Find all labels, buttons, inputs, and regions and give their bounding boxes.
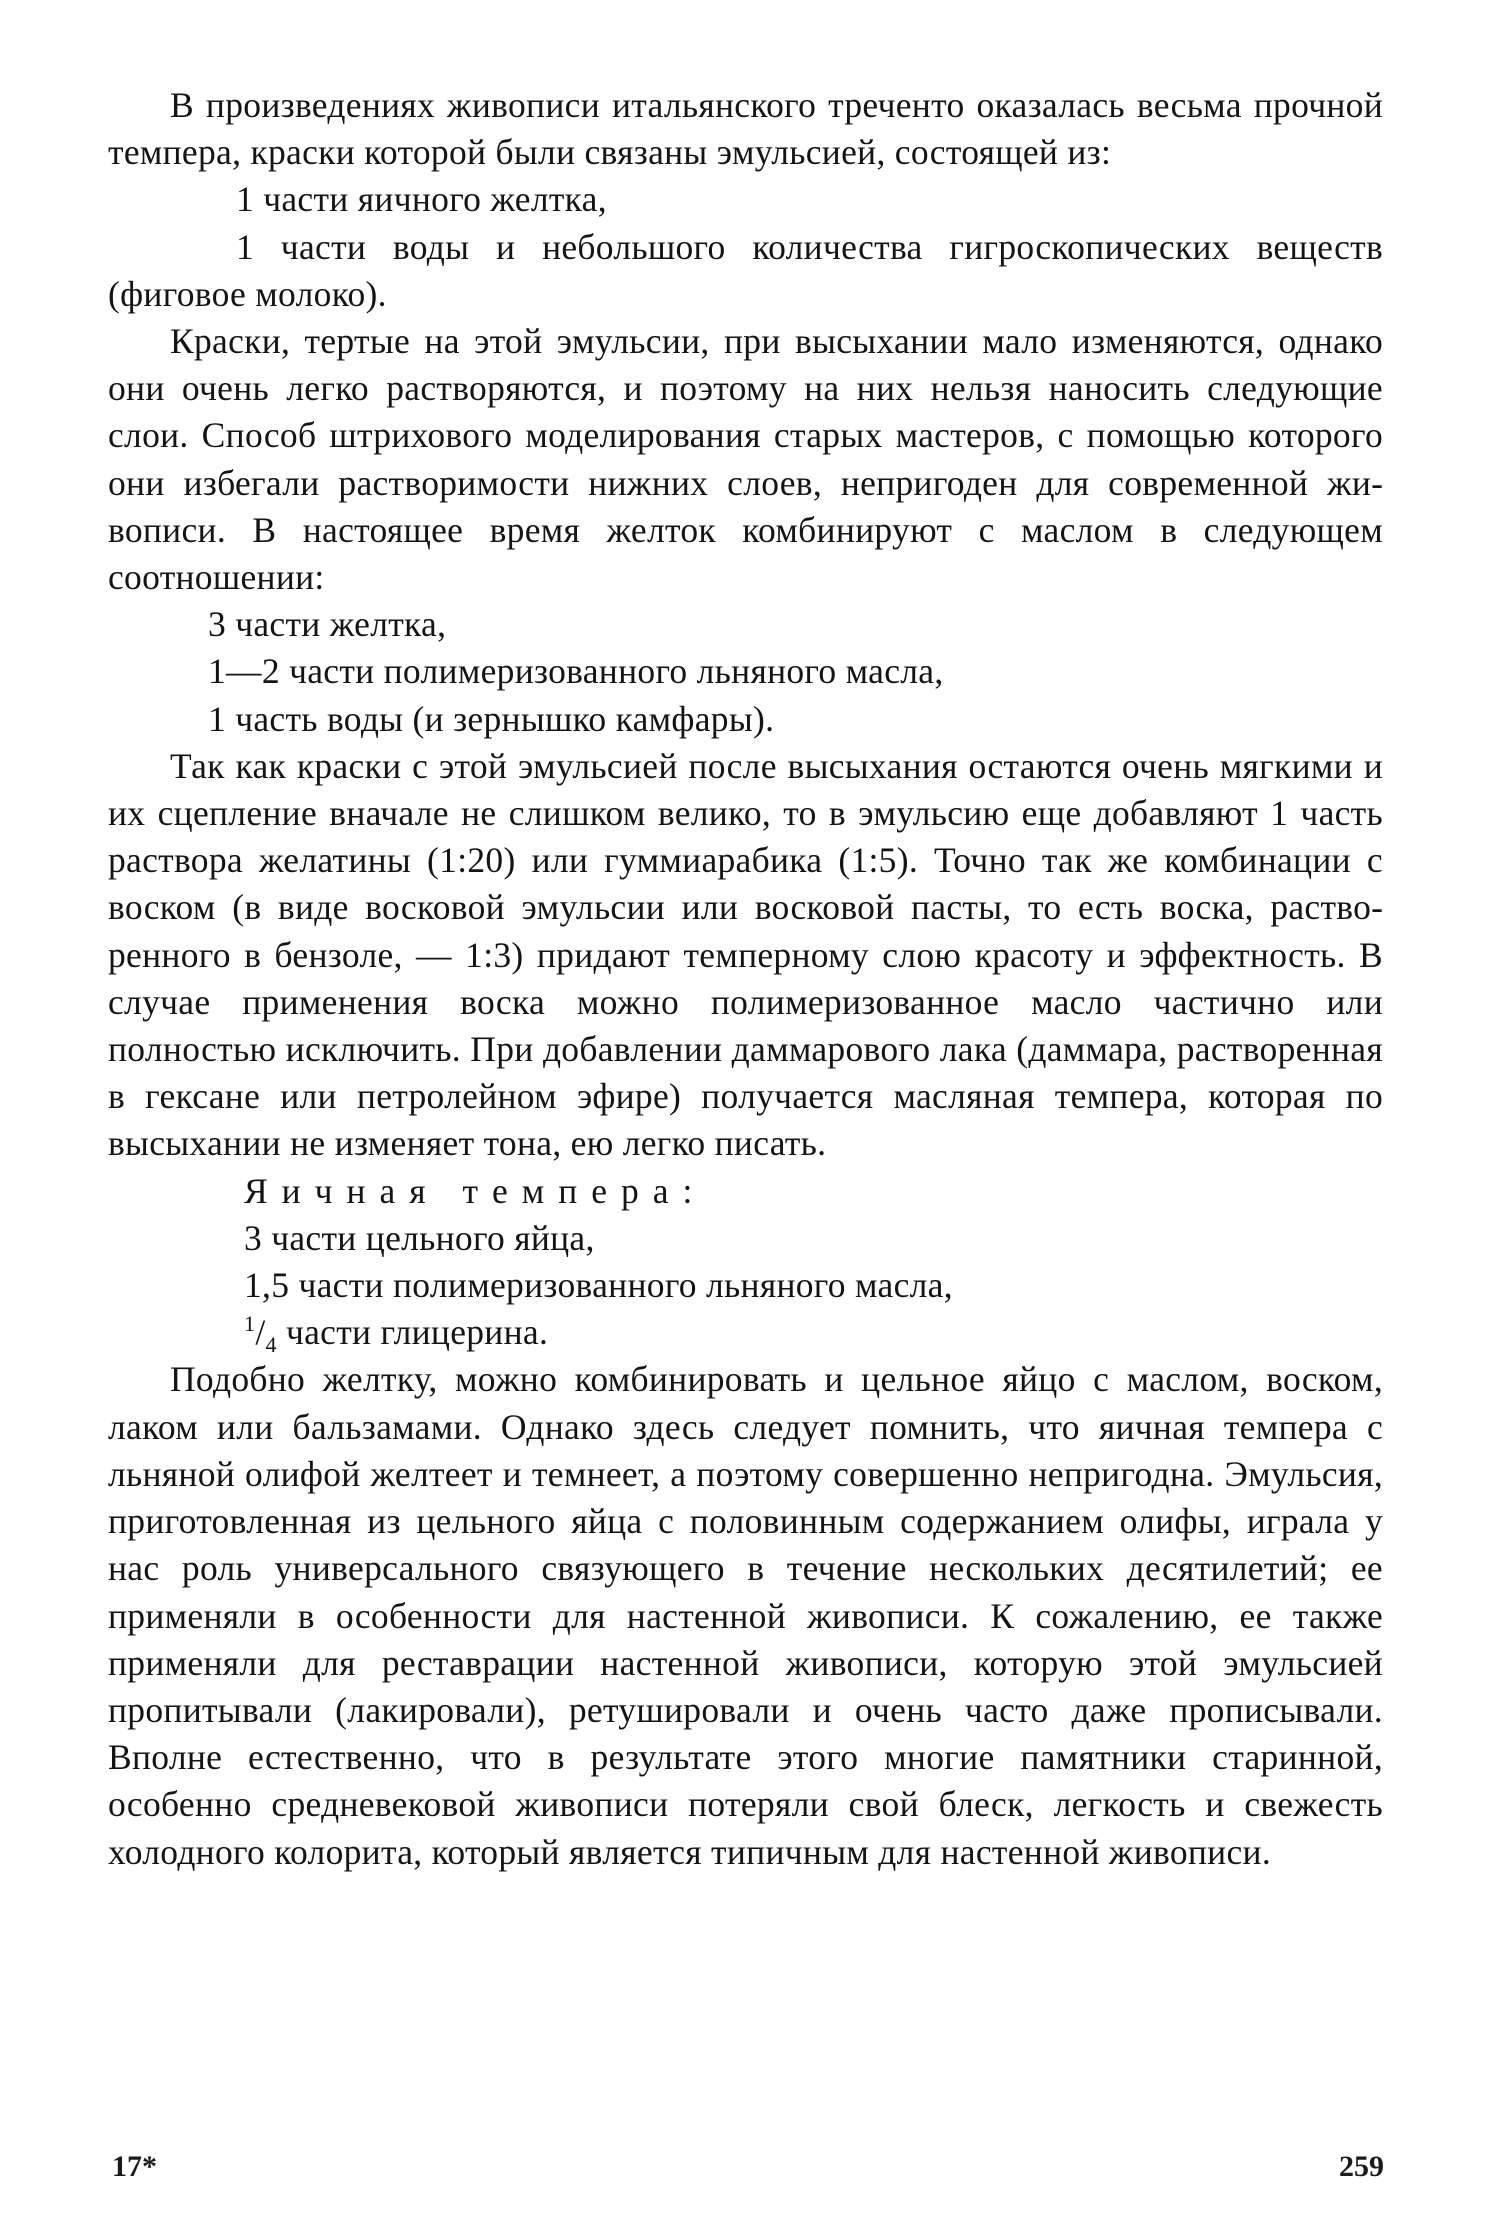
fraction-denominator: 4 bbox=[265, 1332, 277, 1358]
fraction-numerator: 1 bbox=[244, 1311, 256, 1337]
list-item: 1—2 части полимеризованного льняного масла, bbox=[208, 651, 944, 692]
paragraph-emulsion: Так как краски с этой эмульсией после высыхания остаются очень мягкими и их сцепление вначале не слишком велико, то в эмульсию еще добавляют 1 часть раствора желатины (1:20) или гуммиарабика (1:5). Точно так же комбинации с воском (в виде восковой эмульсии или восковой пасты, то есть воска, растворенного в бензоле, — 1:3) придают темперному слою красоту и эффектность. В случае применения воска можно полимеризованное масло частично или полностью исключить. При добавлении даммарового лака (даммара, растворенная в гексане или петролейном эфире) получается масляная темпера, которая по высыхании не изменяет тона, ею легко писать. bbox=[108, 745, 1383, 1164]
list-item: $^1/_4$ части глицерина. bbox=[244, 1311, 549, 1358]
recipe-title: Яичная темпера: bbox=[244, 1170, 707, 1211]
page-number: 259 bbox=[1339, 2150, 1384, 2183]
list-item: 3 части желтка, bbox=[208, 604, 447, 645]
printer-signature: 17* bbox=[112, 2150, 157, 2183]
page-body bbox=[108, 82, 1383, 1876]
list-item: 1 часть воды (и зернышко камфары). bbox=[208, 698, 775, 739]
paragraph-paints: Краски, тертые на этой эмульсии, при высыхании мало изменяются, однако они очень легко растворяются, и поэтому на них нельзя наносить следующие слои. Способ штрихового моделирования старых мастеров, с помощью которого они избегали растворимости нижних слоев, непригоден для современной живописи. В настоящее время желток комбинируют с маслом в следующем соотношении: bbox=[108, 321, 1383, 598]
paragraph-intro: В произведениях живописи итальянского треченто оказалась весьма прочной темпера, краски которой были связаны эмульсией, состоящей из: bbox=[108, 85, 1383, 173]
list-item: 1 части воды и небольшого количества гигроскопических веществ (фиговое молоко). bbox=[108, 226, 1383, 314]
list-item: 1 части яичного желтка, bbox=[236, 179, 607, 220]
list-item: 3 части цельного яйца, bbox=[244, 1217, 595, 1258]
list-item-text: части глицерина. bbox=[276, 1312, 549, 1353]
paragraph-whole-egg: Подобно желтку, можно комбинировать и цельное яйцо с маслом, воском, лаком или бальзамами. Однако здесь следует помнить, что яичная темпера с льняной олифой желтеет и темнеет, а поэтому совершенно непригодна. Эмульсия, приготовленная из цельного яйца с половинным содержанием олифы, играла у нас роль универсального связующего в течение нескольких десятилетий; ее применяли в особенности для настенной живописи. К сожалению, ее также применяли для реставрации настенной живописи, которую этой эмульсией пропитывали (лакировали), ретушировали и очень часто даже прописывали. Вполне естественно, что в результате этого многие памятники старинной, особенно средневековой живописи потеряли свой блеск, легкость и свежесть холодного колорита, который является типичным для настенной живописи. bbox=[108, 1359, 1383, 1872]
list-item: 1,5 части полимеризованного льняного масла, bbox=[244, 1265, 953, 1306]
